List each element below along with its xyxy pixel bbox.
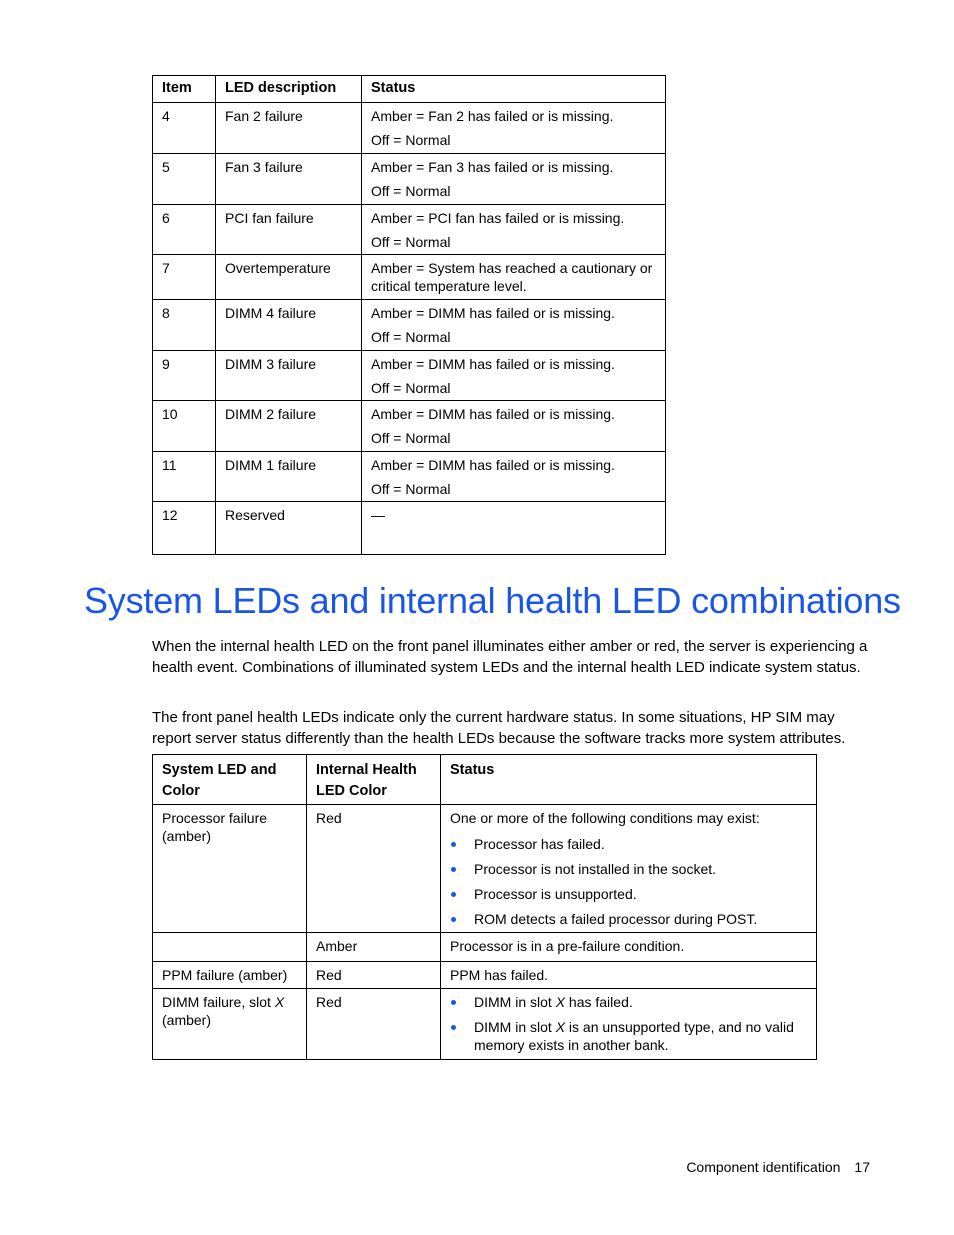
status-line: Off = Normal <box>371 430 451 446</box>
slot-variable: X <box>555 994 566 1010</box>
status-cell: Amber = System has reached a cautionary or critical temperature level. <box>362 255 666 300</box>
slot-variable: X <box>274 994 285 1010</box>
list-item <box>450 835 807 853</box>
list-item <box>450 993 807 1011</box>
header-system-led: System LED and Color <box>153 755 307 805</box>
bullet-icon <box>451 842 456 847</box>
status-cell: PPM has failed. <box>441 962 817 989</box>
status-line: Amber = PCI fan has failed or is missing. <box>371 210 625 226</box>
status-line: Amber = Fan 2 has failed or is missing. <box>371 108 614 124</box>
status-line: Amber = DIMM has failed or is missing. <box>371 406 615 422</box>
status-cell <box>441 805 817 933</box>
list-item <box>450 885 807 903</box>
desc-cell: Reserved <box>216 502 362 555</box>
system-led-cell <box>153 933 307 962</box>
table-header-row <box>153 755 817 805</box>
bullet-list <box>450 993 807 1054</box>
desc-cell: Fan 2 failure <box>216 103 362 154</box>
status-cell <box>362 351 666 401</box>
led-text: (amber) <box>162 1012 212 1028</box>
item-cell: 10 <box>153 401 216 452</box>
health-color-cell: Red <box>307 962 441 989</box>
desc-cell: Fan 3 failure <box>216 154 362 205</box>
table-row <box>153 805 817 933</box>
item-cell: 9 <box>153 351 216 401</box>
bullet-text: Processor is not installed in the socket. <box>474 861 717 877</box>
table-row <box>153 255 666 300</box>
table-row <box>153 962 817 989</box>
led-combinations-table <box>152 754 817 1060</box>
bullet-text: Processor is unsupported. <box>474 886 637 902</box>
bullet-icon <box>451 1025 456 1030</box>
header-led-description: LED description <box>216 76 362 103</box>
item-cell: 12 <box>153 502 216 555</box>
table-row <box>153 989 817 1060</box>
status-cell: — <box>362 502 666 555</box>
status-cell <box>362 300 666 351</box>
item-cell: 8 <box>153 300 216 351</box>
status-line: Off = Normal <box>371 481 451 497</box>
status-cell <box>441 989 817 1060</box>
page-footer <box>686 1159 870 1175</box>
slot-variable: X <box>555 1019 566 1035</box>
section-heading: System LEDs and internal health LED combinations <box>84 580 901 621</box>
status-line: Off = Normal <box>371 183 451 199</box>
bullet-icon <box>451 867 456 872</box>
status-line: Amber = DIMM has failed or is missing. <box>371 305 615 321</box>
intro-paragraph: When the internal health LED on the front panel illuminates either amber or red, the server is experiencing a health event. Combinations of illuminated system LEDs and the internal health LED indicate system status. <box>152 638 868 676</box>
item-cell: 5 <box>153 154 216 205</box>
table-row <box>153 154 666 205</box>
item-cell: 11 <box>153 452 216 502</box>
status-line: Amber = DIMM has failed or is missing. <box>371 356 615 372</box>
desc-cell: Overtemperature <box>216 255 362 300</box>
bullet-icon <box>451 892 456 897</box>
status-line: Amber = DIMM has failed or is missing. <box>371 457 615 473</box>
bullet-text: has failed. <box>565 994 633 1010</box>
bullet-text: is an unsupported type, and no valid memory exists in another bank. <box>474 1019 794 1053</box>
led-text: DIMM failure, slot <box>162 994 275 1010</box>
bullet-list <box>450 835 807 928</box>
header-status: Status <box>362 76 666 103</box>
status-line: Off = Normal <box>371 132 451 148</box>
page-number: 17 <box>854 1159 870 1175</box>
table-row <box>153 205 666 255</box>
bullet-text: ROM detects a failed processor during POST. <box>474 911 758 927</box>
bullet-text: Processor has failed. <box>474 836 605 852</box>
status-line: Amber = Fan 3 has failed or is missing. <box>371 159 614 175</box>
table-header-row <box>153 76 666 103</box>
system-led-cell: PPM failure (amber) <box>153 962 307 989</box>
status-intro: One or more of the following conditions may exist: <box>450 810 760 826</box>
table-row <box>153 502 666 555</box>
footer-section: Component identification <box>686 1159 841 1175</box>
header-item: Item <box>153 76 216 103</box>
desc-cell: DIMM 4 failure <box>216 300 362 351</box>
bullet-text: DIMM in slot <box>474 1019 556 1035</box>
item-cell: 4 <box>153 103 216 154</box>
header-internal-health: Internal Health LED Color <box>307 755 441 805</box>
system-led-cell: Processor failure (amber) <box>153 805 307 933</box>
desc-cell: DIMM 1 failure <box>216 452 362 502</box>
led-status-table <box>152 75 666 555</box>
header-status: Status <box>441 755 817 805</box>
desc-cell: DIMM 3 failure <box>216 351 362 401</box>
table-row <box>153 351 666 401</box>
health-color-cell: Amber <box>307 933 441 962</box>
table-row <box>153 103 666 154</box>
health-color-cell: Red <box>307 989 441 1060</box>
note-paragraph: The front panel health LEDs indicate only the current hardware status. In some situations, HP SIM may report server status differently than the health LEDs because the software tracks more system attributes. <box>152 709 846 747</box>
status-line: Off = Normal <box>371 234 451 250</box>
status-cell <box>362 401 666 452</box>
table-row <box>153 401 666 452</box>
desc-cell: PCI fan failure <box>216 205 362 255</box>
item-cell: 6 <box>153 205 216 255</box>
status-cell <box>362 452 666 502</box>
table-row <box>153 300 666 351</box>
status-cell <box>362 205 666 255</box>
list-item <box>450 910 807 928</box>
health-color-cell: Red <box>307 805 441 933</box>
bullet-text: DIMM in slot <box>474 994 556 1010</box>
status-cell <box>362 103 666 154</box>
status-line: Off = Normal <box>371 380 451 396</box>
status-cell <box>362 154 666 205</box>
status-cell: Processor is in a pre-failure condition. <box>441 933 817 962</box>
bullet-icon <box>451 1000 456 1005</box>
table-row <box>153 933 817 962</box>
bullet-icon <box>451 917 456 922</box>
table-row <box>153 452 666 502</box>
system-led-cell <box>153 989 307 1060</box>
item-cell: 7 <box>153 255 216 300</box>
desc-cell: DIMM 2 failure <box>216 401 362 452</box>
list-item <box>450 860 807 878</box>
list-item <box>450 1018 807 1054</box>
status-line: Off = Normal <box>371 329 451 345</box>
